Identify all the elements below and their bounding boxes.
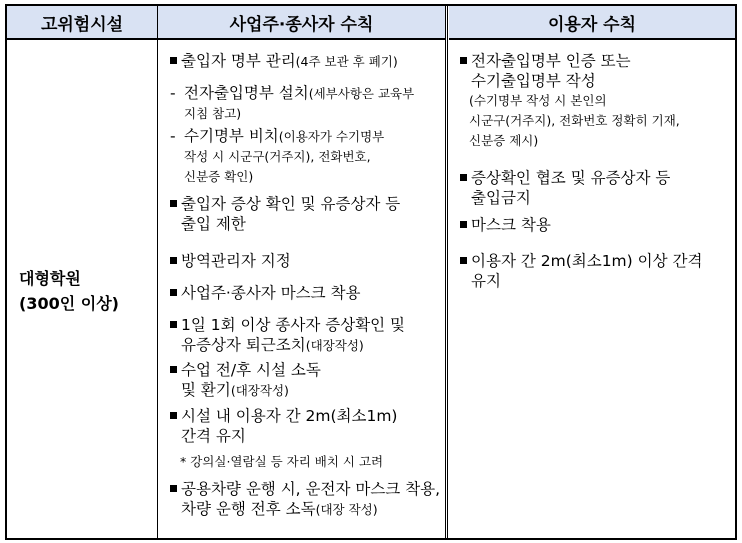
operator-rule-seating-note: * 강의실·열람실 등 자리 배치 시 고려 bbox=[180, 454, 384, 469]
operator-subrule-handwritten-log: - 수기명부 비치(이용자가 수기명부 작성 시 시군구(거주지), 전화번호, 신분증 확인) bbox=[170, 127, 385, 184]
operator-rules-list bbox=[170, 6, 442, 536]
square-bullet-icon bbox=[460, 174, 467, 181]
user-rule-mask: 마스크 착용 bbox=[460, 215, 551, 235]
operator-rule-quarantine-manager: 방역관리자 지정 bbox=[170, 251, 291, 271]
operator-rule-staff-mask: 사업주·종사자 마스크 착용 bbox=[170, 283, 361, 303]
square-bullet-icon bbox=[170, 257, 177, 264]
square-bullet-icon bbox=[170, 57, 177, 64]
user-rule-distancing: 이용자 간 2m(최소1m) 이상 간격 유지 bbox=[460, 251, 702, 291]
square-bullet-icon bbox=[170, 412, 177, 419]
column-divider-double bbox=[445, 6, 448, 538]
user-rule-entry-log: 전자출입명부 인증 또는 수기출입명부 작성 (수기명부 작성 시 본인의 시군구(거주지), 전화번호 정확히 기재, 신분증 제시) bbox=[460, 51, 680, 151]
facility-name-line2: (300인 이상) bbox=[19, 294, 119, 313]
operator-rule-staff-symptom-check: 1일 1회 이상 종사자 증상확인 및 유증상자 퇴근조치(대장작성) bbox=[170, 315, 405, 356]
operator-rule-shared-vehicle: 공용차량 운행 시, 운전자 마스크 착용, 차량 운행 전후 소독(대장 작성) bbox=[170, 479, 440, 520]
square-bullet-icon bbox=[170, 200, 177, 207]
header-operator-rules: 사업주·종사자 수칙 bbox=[158, 6, 445, 40]
square-bullet-icon bbox=[460, 57, 467, 64]
dash-marker: - bbox=[170, 84, 176, 102]
user-rule-symptom-cooperation: 증상확인 협조 및 유증상자 등 출입금지 bbox=[460, 168, 670, 208]
facility-name bbox=[19, 266, 119, 316]
square-bullet-icon bbox=[170, 289, 177, 296]
square-bullet-icon bbox=[170, 485, 177, 492]
dash-marker: - bbox=[170, 127, 176, 145]
user-rules-list bbox=[460, 6, 734, 536]
square-bullet-icon bbox=[460, 257, 467, 264]
column-divider bbox=[157, 6, 158, 538]
operator-subrule-electronic-log: - 전자출입명부 설치(세부사항은 교육부 지침 참고) bbox=[170, 84, 415, 121]
facility-name-line1: 대형학원 bbox=[19, 269, 81, 288]
rules-table bbox=[5, 4, 737, 540]
square-bullet-icon bbox=[170, 366, 177, 373]
operator-rule-distancing: 시설 내 이용자 간 2m(최소1m) 간격 유지 bbox=[170, 406, 397, 446]
square-bullet-icon bbox=[460, 221, 467, 228]
header-facility: 고위험시설 bbox=[7, 6, 157, 40]
header-user-rules: 이용자 수칙 bbox=[449, 6, 735, 40]
square-bullet-icon bbox=[170, 321, 177, 328]
operator-rule-visitor-log: 출입자 명부 관리(4주 보관 후 폐기) bbox=[170, 51, 398, 72]
operator-rule-symptom-check: 출입자 증상 확인 및 유증상자 등 출입 제한 bbox=[170, 194, 400, 234]
operator-rule-disinfection: 수업 전/후 시설 소독 및 환기(대장작성) bbox=[170, 360, 321, 401]
